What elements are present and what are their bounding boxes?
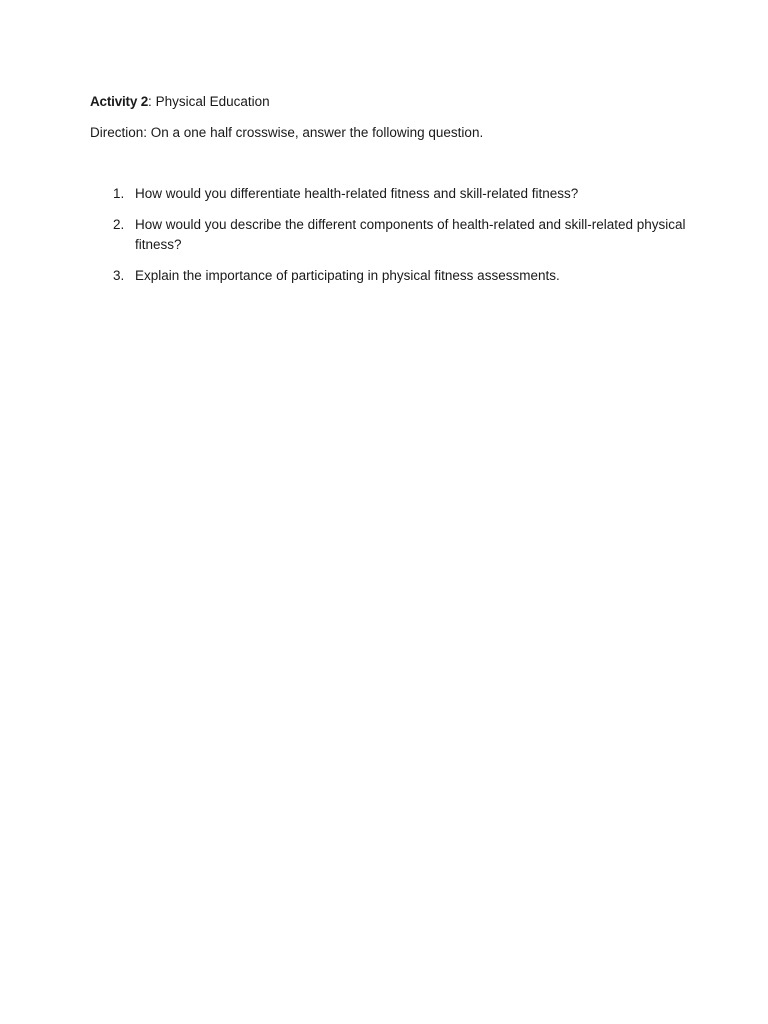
question-number: 1. (113, 186, 125, 201)
activity-label: Activity 2 (90, 94, 149, 109)
direction-text: Direction: On a one half crosswise, answer the following question. (90, 125, 484, 140)
activity-subject: Physical Education (155, 94, 270, 109)
question-number: 3. (113, 268, 125, 283)
question-text: How would you differentiate health-related fitness and skill-related fitness? (135, 186, 579, 201)
heading-separator: : (148, 94, 152, 109)
activity-heading (90, 92, 270, 112)
list-item (90, 215, 690, 255)
question-number: 2. (113, 217, 125, 232)
question-text: Explain the importance of participating in physical fitness assessments. (135, 268, 560, 283)
question-list (90, 184, 690, 297)
list-item (90, 266, 690, 286)
list-item (90, 184, 690, 204)
question-text: How would you describe the different components of health-related and skill-related physical fitness? (135, 217, 686, 252)
